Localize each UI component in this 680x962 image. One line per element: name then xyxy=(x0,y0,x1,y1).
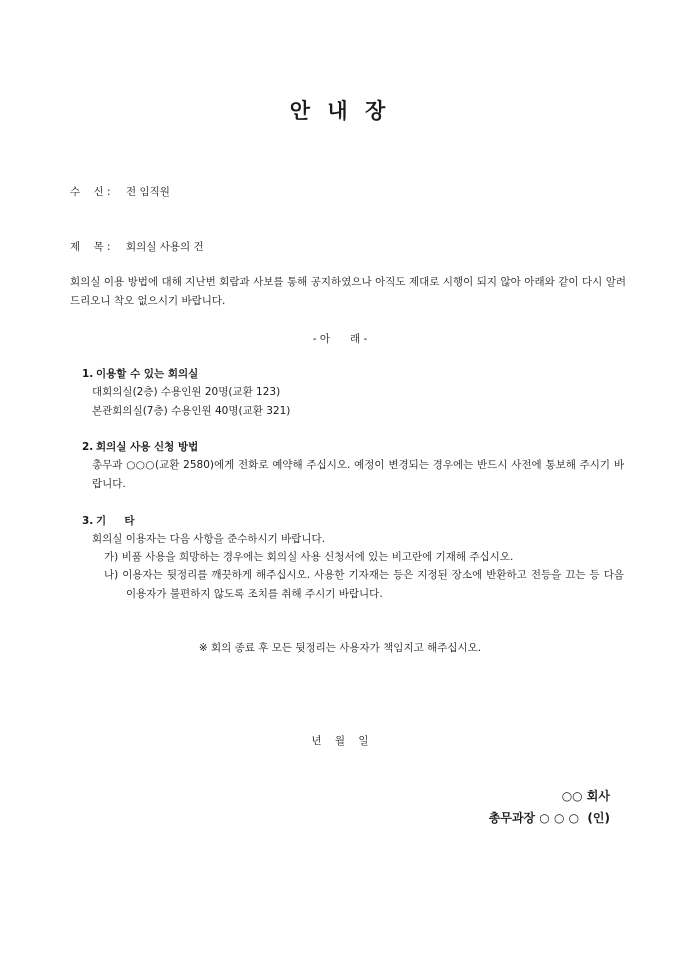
section-1-line-2: 본관회의실(7층) 수용인원 40명(교환 321) xyxy=(92,405,291,417)
section-3-item-2 xyxy=(104,566,624,604)
section-2-text: 총무과 ○○○(교환 2580)에게 전화로 예약해 주십시오. 예정이 변경되는 경우에는 반드시 사전에 통보해 주시기 바랍니다. xyxy=(92,459,624,490)
date-line: 년 월 일 xyxy=(311,735,369,747)
section-2-heading xyxy=(82,439,198,454)
section-3-item-2-text: 나) 이용자는 뒷정리를 깨끗하게 해주십시오. 사용한 기자재는 등은 지정된 장소에 반환하고 전등을 끄는 등 다음 이용자가 불편하지 않도록 조치를 취해 주시기 바랍니다. xyxy=(104,569,624,600)
section-3-heading xyxy=(82,513,135,528)
section-3-title: 기 타 xyxy=(96,515,135,527)
section-2-number: 2. xyxy=(82,441,94,453)
section-3-item-1: 가) 비품 사용을 희망하는 경우에는 회의실 사용 신청서에 있는 비고란에 기재해 주십시오. xyxy=(104,551,514,563)
subject-value: 회의실 사용의 건 xyxy=(126,241,204,253)
section-3-number: 3. xyxy=(82,515,94,527)
separator-text: - 아 래 - xyxy=(312,333,368,345)
page-title: 안 내 장 xyxy=(289,99,391,123)
recipient-line xyxy=(70,184,170,199)
section-1-heading xyxy=(82,366,198,381)
closing-note: ※ 회의 종료 후 모든 뒷정리는 사용자가 책임지고 해주십시오. xyxy=(198,642,482,654)
section-3-text: 회의실 이용자는 다음 사항을 준수하시기 바랍니다. xyxy=(92,533,326,545)
subject-label: 제 목 : xyxy=(70,241,111,253)
subject-line xyxy=(70,239,204,254)
section-1-number: 1. xyxy=(82,368,94,380)
section-2-title: 회의실 사용 신청 방법 xyxy=(96,441,199,453)
recipient-label: 수 신 : xyxy=(70,186,111,198)
signer-line: 총무과장 ○ ○ ○ (인) xyxy=(488,811,610,825)
section-1-line-1: 대회의실(2층) 수용인원 20명(교환 123) xyxy=(92,386,281,398)
section-1-title: 이용할 수 있는 회의실 xyxy=(96,368,199,380)
recipient-value: 전 임직원 xyxy=(126,186,170,198)
company-name: ○○ 회사 xyxy=(561,789,610,803)
intro-paragraph: 회의실 이용 방법에 대해 지난번 회람과 사보를 통해 공지하였으나 아직도 제대로 시행이 되지 않아 아래와 같이 다시 알려드리오니 착오 없으시기 바랍니다. xyxy=(70,276,626,307)
